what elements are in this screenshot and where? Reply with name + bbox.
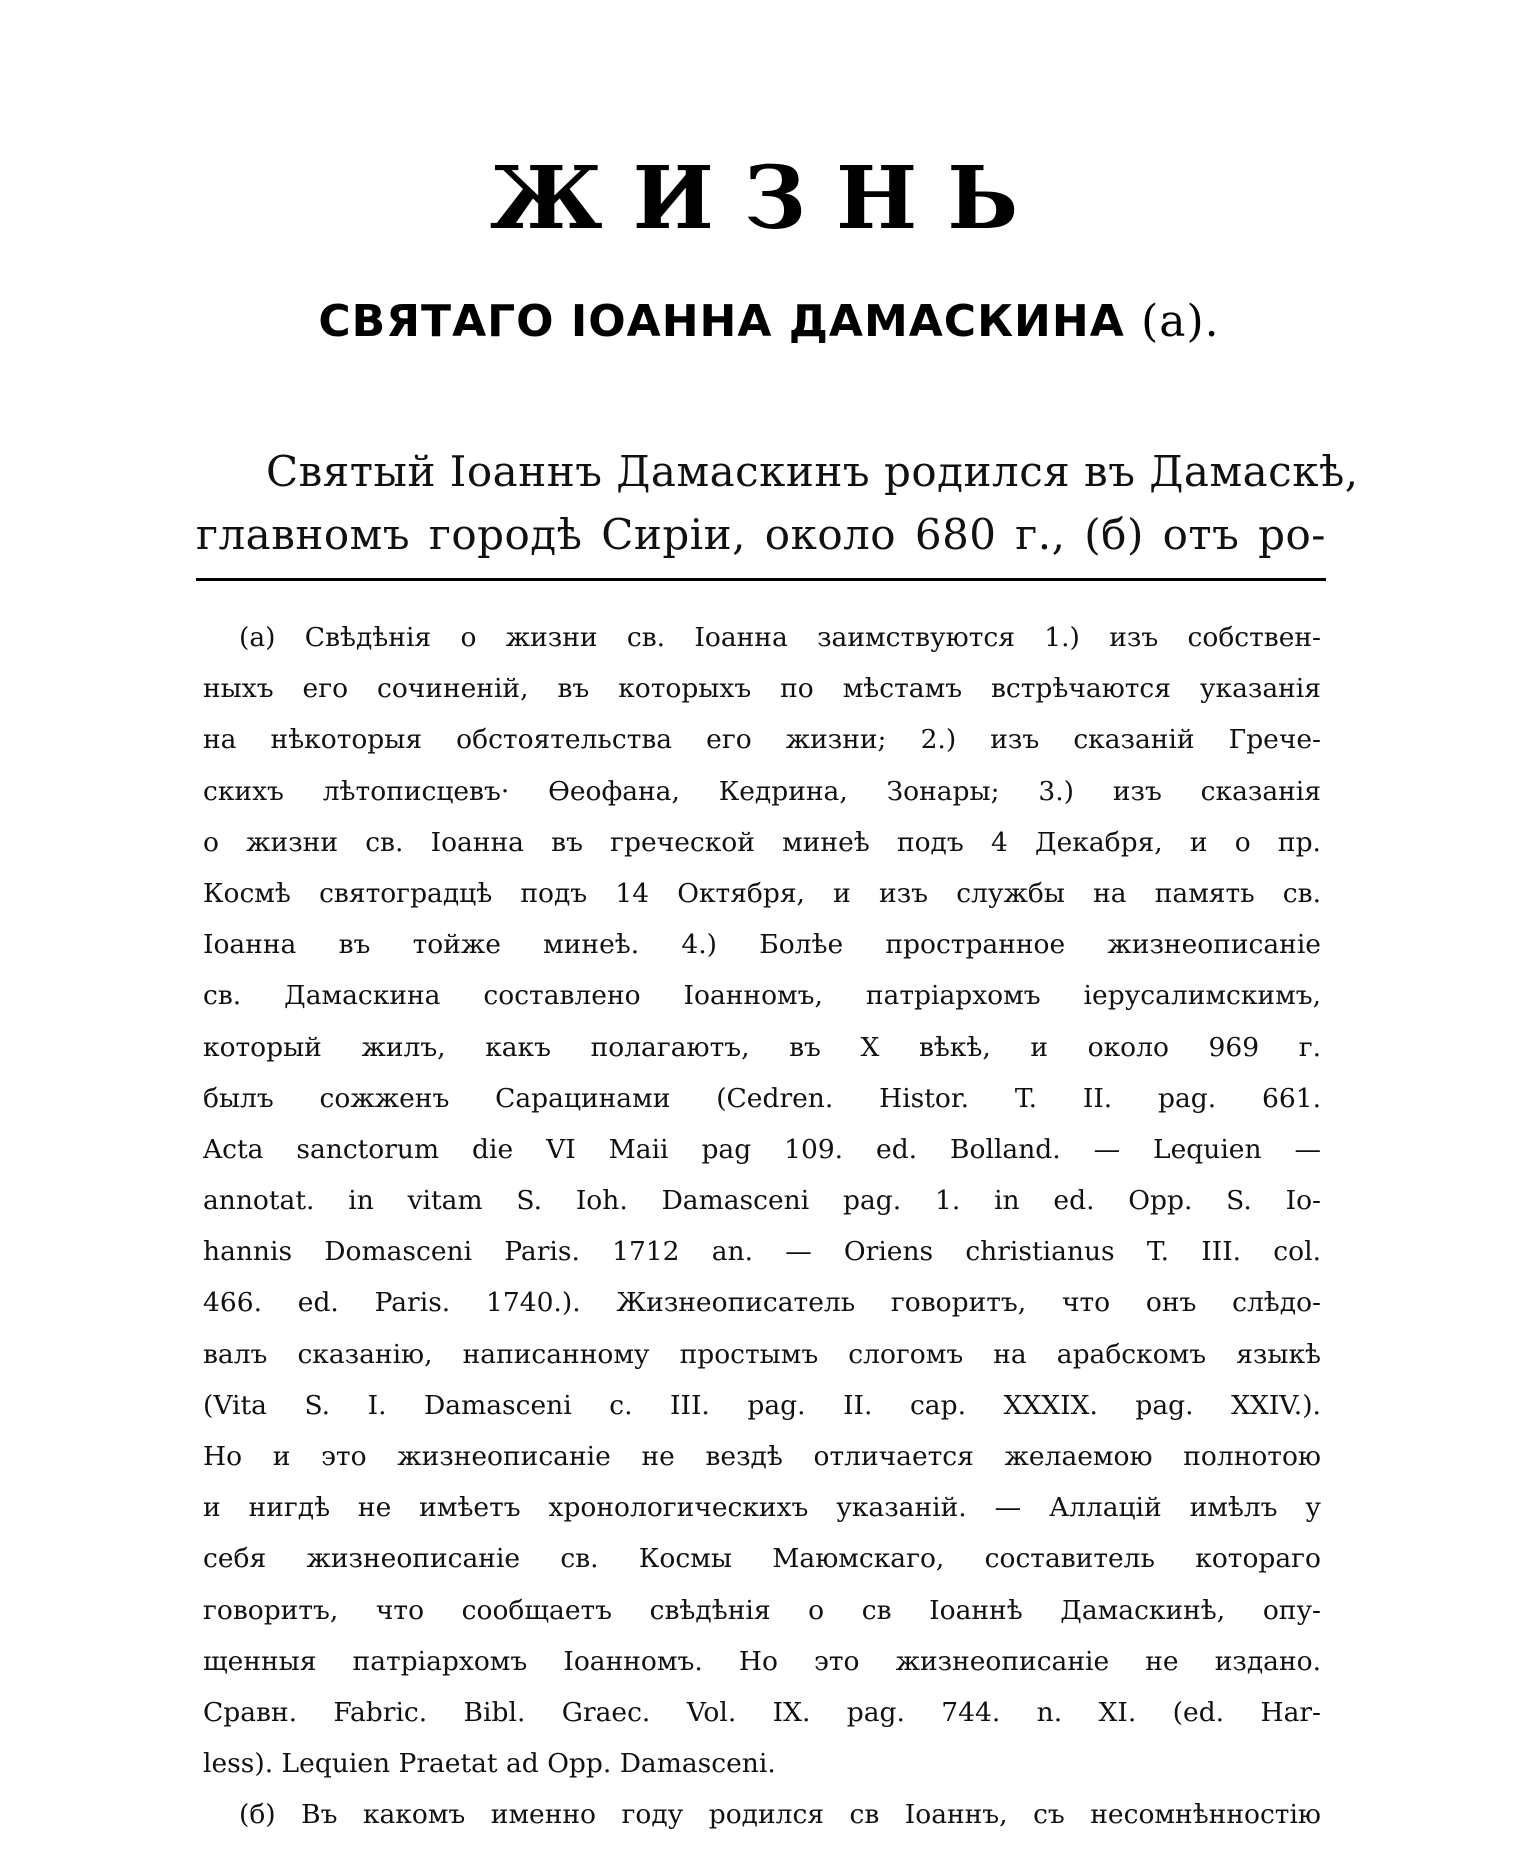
- footnote-line: (Vita S. I. Damasceni c. III. pag. II. cap. XXXIX. pag. XXIV.).: [203, 1389, 1321, 1421]
- footnote-line: говоритъ, что сообщаетъ свѣдѣнія о св Іоаннѣ Дамаскинѣ, опу-: [203, 1594, 1321, 1626]
- footnote-line: Іоанна въ тойже минеѣ. 4.) Болѣе пространное жизнеописаніе: [203, 929, 1321, 961]
- main-text-line: главномъ городѣ Сиріи, около 680 г., (б) отъ ро-: [196, 510, 1326, 559]
- footnote-divider: [196, 578, 1326, 581]
- footnote-line: (а) Свѣдѣнія о жизни св. Іоанна заимствуются 1.) изъ собствен-: [239, 622, 1321, 653]
- footnote-line: себя жизнеописаніе св. Космы Маюмскаго, составитель котораго: [203, 1543, 1321, 1575]
- footnote-line: Но и это жизнеописаніе не вездѣ отличается желаемою полнотою: [203, 1441, 1321, 1472]
- footnote-line: Сравн. Fabric. Bibl. Graec. Vol. IX. pag. 744. n. XI. (ed. Har-: [203, 1696, 1321, 1728]
- footnote-line: который жилъ, какъ полагаютъ, въ X вѣкѣ, и около 969 г.: [203, 1031, 1321, 1063]
- footnote-line: hannis Domasceni Paris. 1712 an. — Oriens christianus T. III. col.: [203, 1236, 1321, 1268]
- footnote-line: ныхъ его сочиненій, въ которыхъ по мѣстамъ встрѣчаются указанія: [203, 673, 1321, 705]
- main-text: [196, 440, 1359, 566]
- footnote-line: на нѣкоторыя обстоятельства его жизни; 2.) изъ сказаній Грече-: [203, 724, 1321, 756]
- footnote-line: less). Lequien Praetat ad Opp. Damasceni.: [203, 1748, 776, 1780]
- footnote-line: о жизни св. Іоанна въ греческой минеѣ подъ 4 Декабря, и о пр.: [203, 826, 1321, 858]
- footnote-line: былъ сожженъ Сарацинами (Cedren. Histor. T. II. pag. 661.: [203, 1082, 1321, 1114]
- footnotes: [203, 612, 1321, 1841]
- main-text-line: Святый Іоаннъ Дамаскинъ родился въ Дамаскѣ,: [266, 447, 1359, 496]
- footnote-line: 466. ed. Paris. 1740.). Жизнеописатель говоритъ, что онъ слѣдо-: [203, 1287, 1321, 1319]
- footnote-mark-a: (а).: [1141, 296, 1220, 347]
- footnote-line: annotat. in vitam S. Ioh. Damasceni pag. 1. in ed. Opp. S. Io-: [203, 1185, 1321, 1217]
- footnote-line: Acta sanctorum die VI Maii pag 109. ed. Bolland. — Lequien —: [203, 1133, 1321, 1165]
- page-title: ЖИЗНЬ: [489, 148, 1049, 249]
- subtitle-text: СВЯТАГО ІОАННА ДАМАСКИНА: [318, 296, 1125, 347]
- footnote-line: св. Дамаскина составлено Іоанномъ, патріархомъ іерусалимскимъ,: [203, 980, 1321, 1012]
- footnote-line: щенныя патріархомъ Іоанномъ. Но это жизнеописаніе не издано.: [203, 1645, 1321, 1677]
- footnote-line: и нигдѣ не имѣетъ хронологическихъ указаній. — Аллацій имѣлъ у: [203, 1492, 1321, 1524]
- footnote-line: (б) Въ какомъ именно году родился св Іоаннъ, съ несомнѣнностію: [239, 1799, 1321, 1831]
- footnote-line: скихъ лѣтописцевъ· Өеофана, Кедрина, Зонары; 3.) изъ сказанія: [203, 775, 1321, 807]
- footnote-line: валъ сказанію, написанному простымъ слогомъ на арабскомъ языкѣ: [203, 1338, 1321, 1370]
- footnote-line: Космѣ святоградцѣ подъ 14 Октября, и изъ службы на память св.: [203, 877, 1321, 909]
- page-subtitle: [0, 296, 1538, 347]
